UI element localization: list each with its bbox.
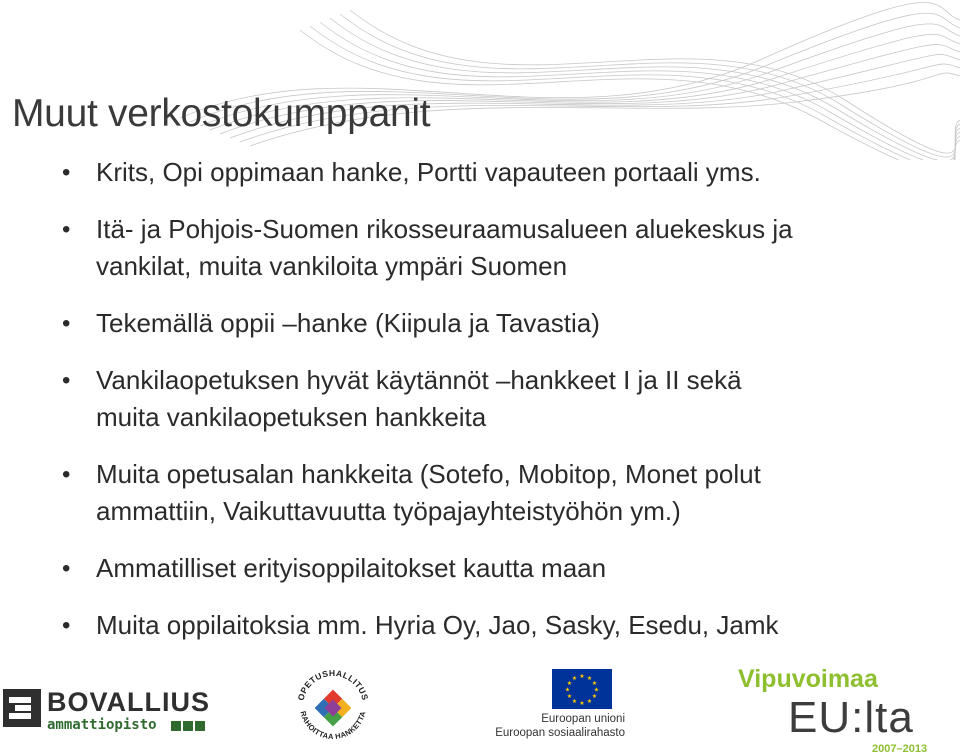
bullet-line: vankilat, muita vankiloita ympäri Suomen [96,251,568,281]
bullet-list [62,154,942,664]
bovallius-squares-icon [171,718,207,736]
svg-text:★: ★ [571,698,578,705]
bullet-line: • Itä- ja Pohjois-Suomen rikosseuraamusalueen aluekeskus ja [96,214,793,244]
bovallius-name: BOVALLIUS [47,687,210,717]
svg-text:★: ★ [564,686,571,694]
bovallius-mark-icon [3,689,41,727]
colored-diamond-icon [315,690,352,727]
vipuvoimaa-logo [736,665,960,753]
svg-text:★: ★ [566,680,573,687]
list-item [62,362,942,436]
logo-footer [0,655,960,753]
opetushallitus-ring-top: OPETUSHALLITUS [295,667,371,702]
list-item [62,607,942,644]
decorative-swoosh [0,0,960,160]
bovallius-subtitle: ammattiopisto [47,717,157,733]
vipuvoimaa-title: Vipuvoimaa [738,665,878,693]
list-item [62,456,942,530]
slide-title: Muut verkostokumppanit [12,92,431,135]
list-item [62,154,942,191]
eu-union-label: Euroopan unioni [541,713,625,725]
vipuvoimaa-years: 2007–2013 [872,743,928,753]
opetushallitus-logo [290,663,376,749]
svg-text:★: ★ [593,686,600,694]
svg-text:★: ★ [591,693,598,700]
eu-fund-label: Euroopan sosiaalirahasto [495,727,625,739]
bullet-line: • Muita opetusalan hankkeita (Sotefo, Mobitop, Monet polut [96,459,761,489]
bullet-line: • Krits, Opi oppimaan hanke, Portti vapauteen portaali yms. [96,157,761,187]
bullet-line: ammattiin, Vaikuttavuutta työpajayhteistyöhön ym.) [96,496,681,526]
svg-text:★: ★ [586,698,593,705]
bullet-line: • Ammatilliset erityisoppilaitokset kautta maan [96,553,607,583]
opetushallitus-ring-bottom: RAHOITTAA HANKETTA [298,710,368,742]
bullet-line: muita vankilaopetuksen hankkeita [96,402,487,432]
list-item [62,305,942,342]
bullet-line: • Muita oppilaitoksia mm. Hyria Oy, Jao, Sasky, Esedu, Jamk [96,610,779,640]
list-item [62,550,942,587]
svg-text:★: ★ [566,693,573,700]
svg-text:★: ★ [579,700,585,707]
eu-flag-icon [552,669,612,709]
svg-text:★: ★ [591,680,598,687]
eu-logo [485,669,625,753]
bullet-line: • Tekemällä oppii –hanke (Kiipula ja Tavastia) [96,308,600,338]
svg-text:★: ★ [586,675,593,682]
bullet-line: • Vankilaopetuksen hyvät käytännöt –hankkeet I ja II sekä [96,365,742,395]
bovallius-logo [3,687,213,743]
svg-text:★: ★ [571,675,578,682]
list-item [62,211,942,285]
svg-text:★: ★ [579,673,585,680]
vipuvoimaa-eu-text: EU:lta [788,693,914,742]
